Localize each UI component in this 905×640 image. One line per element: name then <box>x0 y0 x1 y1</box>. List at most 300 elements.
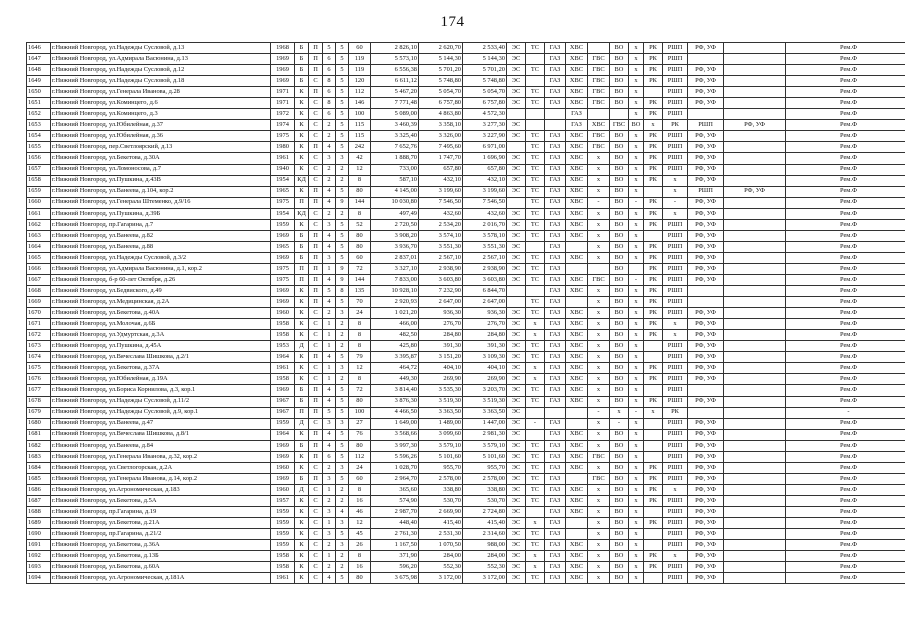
table-cell: Б <box>295 65 309 76</box>
table-cell: х <box>629 76 644 87</box>
table-cell: ГВС <box>610 120 629 131</box>
table-cell: 284,80 <box>419 330 463 341</box>
table-cell: 4 <box>323 352 336 363</box>
table-cell: ХВС <box>566 385 588 396</box>
table-cell: х <box>588 286 610 297</box>
table-row <box>27 562 905 573</box>
table-cell: ГАЗ <box>545 274 566 285</box>
table-cell: 2 <box>336 330 349 341</box>
table-cell <box>644 352 663 363</box>
table-cell: П <box>295 274 309 285</box>
table-cell: РШП <box>663 540 688 551</box>
table-cell: 45 <box>349 529 371 540</box>
table-cell: ЭС <box>507 319 526 330</box>
table-cell: х <box>588 352 610 363</box>
table-cell: 26 <box>349 540 371 551</box>
table-cell <box>526 241 545 252</box>
table-cell: РФ, УФ <box>688 451 724 462</box>
table-cell: Рем.Ф <box>786 363 905 374</box>
table-cell: П <box>309 252 323 263</box>
table-cell: х <box>629 286 644 297</box>
table-cell: ЭС <box>507 551 526 562</box>
table-cell <box>644 506 663 517</box>
table-cell: С <box>309 175 323 186</box>
table-cell <box>724 319 786 330</box>
table-cell: РК <box>644 518 663 529</box>
table-cell: РШП <box>663 341 688 352</box>
table-cell <box>644 429 663 440</box>
table-cell: г.Нижний Новгород, ул.Генерала Иванова, д.32, кор.2 <box>51 451 271 462</box>
table-cell: г.Нижний Новгород, ул.Вячеслава Шишкова, д.2/1 <box>51 352 271 363</box>
table-cell <box>724 418 786 429</box>
table-cell: 1680 <box>27 418 51 429</box>
table-cell <box>507 286 526 297</box>
table-cell <box>526 54 545 65</box>
table-cell: ВО <box>610 219 629 230</box>
table-cell: 5 <box>336 451 349 462</box>
table-cell: 1967 <box>271 407 295 418</box>
table-cell: х <box>588 153 610 164</box>
table-cell: ГАЗ <box>545 562 566 573</box>
table-cell: П <box>309 65 323 76</box>
table-cell: 1967 <box>271 396 295 407</box>
table-cell: ХВС <box>566 230 588 241</box>
table-cell: ТС <box>526 87 545 98</box>
table-cell: 988,00 <box>463 540 507 551</box>
table-cell: ГВС <box>588 131 610 142</box>
table-cell: ВО <box>610 429 629 440</box>
table-cell: х <box>526 374 545 385</box>
table-cell: 119 <box>349 65 371 76</box>
table-cell: 1690 <box>27 529 51 540</box>
table-cell: 1688 <box>27 506 51 517</box>
table-cell: ВО <box>610 330 629 341</box>
table-cell: ЭС <box>507 418 526 429</box>
table-row <box>27 263 905 274</box>
table-cell: 1969 <box>271 65 295 76</box>
table-cell: 5 <box>336 352 349 363</box>
table-cell: 936,30 <box>419 308 463 319</box>
table-cell: 2 <box>336 551 349 562</box>
table-cell: 5 <box>336 219 349 230</box>
table-cell: х <box>663 551 688 562</box>
table-cell: Б <box>295 241 309 252</box>
table-cell: 1672 <box>27 330 51 341</box>
table-cell: 432,10 <box>463 175 507 186</box>
table-cell <box>724 451 786 462</box>
table-cell: г.Нижний Новгород, ул.Вячеслава Шишкова, д.8/1 <box>51 429 271 440</box>
table-cell: ТС <box>526 484 545 495</box>
table-cell: РШП <box>663 241 688 252</box>
table-cell: г.Нижний Новгород, ул.Ванеева, д.104, кор.2 <box>51 186 271 197</box>
table-cell: 1 <box>323 374 336 385</box>
table-cell: 466,00 <box>371 319 419 330</box>
table-cell: г.Нижний Новгород, ул.Генерала Иванова, д.28 <box>51 87 271 98</box>
table-cell: 79 <box>349 352 371 363</box>
table-cell: 3 227,90 <box>463 131 507 142</box>
table-cell: 1650 <box>27 87 51 98</box>
table-cell: ХВС <box>566 252 588 263</box>
table-cell: К <box>295 451 309 462</box>
table-cell: х <box>588 230 610 241</box>
table-cell: Б <box>295 43 309 54</box>
table-cell: - <box>786 407 905 418</box>
table-cell <box>724 76 786 87</box>
table-cell: 1692 <box>27 551 51 562</box>
table-cell: 5 <box>336 440 349 451</box>
table-cell: 5 054,70 <box>419 87 463 98</box>
table-cell: 955,70 <box>419 462 463 473</box>
table-cell <box>724 164 786 175</box>
table-cell: 1958 <box>271 562 295 573</box>
table-cell: ХВС <box>566 495 588 506</box>
table-cell <box>644 451 663 462</box>
table-cell: ГВС <box>588 142 610 153</box>
table-cell: 72 <box>349 263 371 274</box>
table-cell: Д <box>295 418 309 429</box>
table-cell <box>526 120 545 131</box>
table-cell: Рем.Ф <box>786 54 905 65</box>
table-cell: ГВС <box>588 87 610 98</box>
table-cell: ГАЗ <box>545 518 566 529</box>
table-cell: 10 928,10 <box>371 286 419 297</box>
table-cell: х <box>588 462 610 473</box>
table-cell: РШП <box>663 252 688 263</box>
table-cell: С <box>309 308 323 319</box>
table-cell <box>526 109 545 120</box>
table-cell: Д <box>295 341 309 352</box>
table-row <box>27 396 905 407</box>
table-cell: х <box>629 164 644 175</box>
table-cell: П <box>309 87 323 98</box>
table-cell: г.Нижний Новгород, пр.Гагарина, д.19 <box>51 506 271 517</box>
table-cell: ХВС <box>566 363 588 374</box>
table-cell: 1971 <box>271 98 295 109</box>
table-cell: РШП <box>663 98 688 109</box>
table-cell: ТС <box>526 396 545 407</box>
table-cell: 2 531,30 <box>419 529 463 540</box>
table-cell: К <box>295 308 309 319</box>
table-cell: 100 <box>349 109 371 120</box>
table-cell: К <box>295 363 309 374</box>
table-cell: х <box>588 418 610 429</box>
table-cell: 7 546,50 <box>463 197 507 208</box>
table-cell: ГАЗ <box>545 65 566 76</box>
table-cell: 3 172,00 <box>463 573 507 584</box>
table-cell: ЭС <box>507 451 526 462</box>
table-cell: К <box>295 551 309 562</box>
table-cell: 9 <box>336 274 349 285</box>
table-row <box>27 451 905 462</box>
table-row <box>27 473 905 484</box>
table-cell: х <box>588 308 610 319</box>
table-cell: х <box>526 363 545 374</box>
table-cell: 60 <box>349 473 371 484</box>
table-cell: К <box>295 98 309 109</box>
table-cell: С <box>309 219 323 230</box>
table-cell: х <box>629 462 644 473</box>
table-cell: ХВС <box>566 197 588 208</box>
table-cell: РФ, УФ <box>688 164 724 175</box>
table-cell: - <box>629 407 644 418</box>
table-cell: 2 826,10 <box>371 43 419 54</box>
table-cell: 2 987,70 <box>371 506 419 517</box>
table-cell: 425,80 <box>371 341 419 352</box>
table-cell: Рем.Ф <box>786 109 905 120</box>
table-cell: ТС <box>526 385 545 396</box>
table-cell: Рем.Ф <box>786 418 905 429</box>
table-cell: РК <box>644 308 663 319</box>
table-cell <box>526 506 545 517</box>
table-cell: ГАЗ <box>545 186 566 197</box>
table-cell: 2 647,00 <box>419 297 463 308</box>
table-cell: х <box>644 407 663 418</box>
table-cell: ТС <box>526 186 545 197</box>
table-cell: РК <box>644 330 663 341</box>
table-cell: С <box>309 330 323 341</box>
table-cell: г.Нижний Новгород, ул.Адмирала Васюнина, д.1, кор.2 <box>51 263 271 274</box>
table-cell <box>724 506 786 517</box>
table-row <box>27 440 905 451</box>
table-cell: 60 <box>349 252 371 263</box>
table-cell: х <box>588 518 610 529</box>
table-cell <box>724 363 786 374</box>
table-cell: Рем.Ф <box>786 330 905 341</box>
table-cell: ГАЗ <box>545 208 566 219</box>
table-cell: 530,70 <box>419 495 463 506</box>
table-cell: ГАЗ <box>545 164 566 175</box>
table-cell: ВО <box>610 506 629 517</box>
table-cell: ГАЗ <box>545 429 566 440</box>
table-cell: ЭС <box>507 352 526 363</box>
table-cell: 4 572,30 <box>463 109 507 120</box>
table-cell: ЭС <box>507 495 526 506</box>
table-cell: ЭС <box>507 274 526 285</box>
table-cell: 276,70 <box>419 319 463 330</box>
table-cell: С <box>309 374 323 385</box>
table-cell: С <box>309 484 323 495</box>
table-cell: 3 603,80 <box>419 274 463 285</box>
table-cell: РК <box>644 495 663 506</box>
table-cell: К <box>295 142 309 153</box>
table-cell: 5 <box>336 98 349 109</box>
table-cell <box>566 241 588 252</box>
table-cell <box>724 540 786 551</box>
table-cell: г.Нижний Новгород, ул.Надежды Сусловой, д.13 <box>51 43 271 54</box>
table-cell: П <box>309 286 323 297</box>
table-cell: ЭС <box>507 219 526 230</box>
table-cell: 1666 <box>27 263 51 274</box>
table-cell: ГАЗ <box>545 506 566 517</box>
table-cell: г.Нижний Новгород, ул.Генерала Штеменко, д.9/16 <box>51 197 271 208</box>
table-cell: П <box>309 197 323 208</box>
table-cell: Рем.Ф <box>786 43 905 54</box>
table-cell <box>588 263 610 274</box>
table-cell: РК <box>644 197 663 208</box>
table-cell: 3 277,30 <box>463 120 507 131</box>
table-cell: ЭС <box>507 429 526 440</box>
table-cell: х <box>629 352 644 363</box>
table-cell: 391,30 <box>463 341 507 352</box>
table-cell: 449,30 <box>371 374 419 385</box>
table-cell: 5 <box>336 429 349 440</box>
table-cell: П <box>309 274 323 285</box>
table-row <box>27 175 905 186</box>
table-cell: Б <box>295 385 309 396</box>
table-cell: П <box>309 142 323 153</box>
table-cell: ЭС <box>507 241 526 252</box>
table-cell <box>545 120 566 131</box>
table-cell: 2 578,00 <box>419 473 463 484</box>
table-cell <box>724 175 786 186</box>
table-cell: х <box>588 330 610 341</box>
table-cell: 552,30 <box>419 562 463 573</box>
table-cell: РК <box>644 219 663 230</box>
table-cell: х <box>629 241 644 252</box>
table-cell: - <box>663 197 688 208</box>
table-cell: 3 327,10 <box>371 263 419 274</box>
table-cell <box>724 341 786 352</box>
table-cell <box>724 208 786 219</box>
table-cell: ЭС <box>507 341 526 352</box>
table-cell: 5 054,70 <box>463 87 507 98</box>
table-cell: ЭС <box>507 396 526 407</box>
table-cell: 3 460,39 <box>371 120 419 131</box>
table-row <box>27 131 905 142</box>
table-cell: ЭС <box>507 175 526 186</box>
table-cell: г.Нижний Новгород, пер.Светлоярский, д.13 <box>51 142 271 153</box>
table-row <box>27 120 905 131</box>
table-cell: 9 <box>336 197 349 208</box>
table-cell: х <box>629 341 644 352</box>
table-cell: РШП <box>663 54 688 65</box>
table-row <box>27 341 905 352</box>
table-cell: С <box>309 319 323 330</box>
table-cell: 1960 <box>271 484 295 495</box>
table-row <box>27 352 905 363</box>
table-cell: ГАЗ <box>545 230 566 241</box>
table-cell: П <box>295 263 309 274</box>
table-cell: РК <box>644 98 663 109</box>
table-cell: 1651 <box>27 98 51 109</box>
table-cell: К <box>295 429 309 440</box>
table-cell: х <box>588 529 610 540</box>
table-cell: 115 <box>349 120 371 131</box>
table-cell: - <box>610 418 629 429</box>
table-cell: РФ, УФ <box>688 551 724 562</box>
table-cell: РШП <box>663 263 688 274</box>
table-cell: 1682 <box>27 440 51 451</box>
table-cell <box>526 429 545 440</box>
table-cell: х <box>629 518 644 529</box>
table-cell: х <box>588 219 610 230</box>
table-row <box>27 330 905 341</box>
table-cell: РК <box>644 297 663 308</box>
table-cell: х <box>629 506 644 517</box>
table-cell: РК <box>644 274 663 285</box>
table-cell: 80 <box>349 396 371 407</box>
table-cell: 4 <box>323 573 336 584</box>
table-cell: Рем.Ф <box>786 462 905 473</box>
table-cell: ХВС <box>566 175 588 186</box>
table-cell: ЭС <box>507 98 526 109</box>
table-cell: г.Нижний Новгород, ул.Бекетова, д.37А <box>51 363 271 374</box>
table-cell: ТС <box>526 208 545 219</box>
table-cell: 8 <box>349 319 371 330</box>
table-cell: 1655 <box>27 142 51 153</box>
table-cell <box>526 76 545 87</box>
table-cell: г.Нижний Новгород, ул.Бекетова, д.30А <box>51 153 271 164</box>
table-cell: Рем.Ф <box>786 352 905 363</box>
table-cell: 4 <box>323 230 336 241</box>
table-cell: х <box>526 562 545 573</box>
table-cell: г.Нижний Новгород, пр.Гагарина, д.7 <box>51 219 271 230</box>
table-cell: 3 099,60 <box>419 429 463 440</box>
table-cell: 3 578,10 <box>463 230 507 241</box>
table-cell: РФ, УФ <box>688 65 724 76</box>
table-cell: х <box>588 252 610 263</box>
table-cell: 1675 <box>27 363 51 374</box>
table-cell: ЭС <box>507 330 526 341</box>
table-cell: 3 325,40 <box>371 131 419 142</box>
table-cell: Рем.Ф <box>786 197 905 208</box>
table-cell: г.Нижний Новгород, ул.Ванеева, д.82 <box>51 230 271 241</box>
table-cell: ВО <box>610 319 629 330</box>
table-row <box>27 484 905 495</box>
table-cell: 2 016,70 <box>463 219 507 230</box>
table-cell: 242 <box>349 142 371 153</box>
table-cell: 80 <box>349 440 371 451</box>
table-cell: х <box>588 175 610 186</box>
table-cell: 2 <box>323 164 336 175</box>
table-cell: 3 <box>336 308 349 319</box>
table-cell <box>724 495 786 506</box>
table-cell: 115 <box>349 131 371 142</box>
table-cell: ГАЗ <box>545 54 566 65</box>
table-cell: К <box>295 186 309 197</box>
table-cell: ЭС <box>507 43 526 54</box>
table-cell: х <box>588 341 610 352</box>
table-cell: ХВС <box>566 319 588 330</box>
table-cell: 80 <box>349 230 371 241</box>
table-cell: РФ, УФ <box>688 43 724 54</box>
table-cell: ЭС <box>507 506 526 517</box>
table-cell: 5 701,20 <box>463 65 507 76</box>
table-cell: 8 <box>349 175 371 186</box>
table-cell: х <box>629 529 644 540</box>
table-cell: К <box>295 518 309 529</box>
table-cell: 1969 <box>271 230 295 241</box>
table-row <box>27 429 905 440</box>
table-cell: С <box>309 208 323 219</box>
table-cell: ТС <box>526 352 545 363</box>
table-cell: ЭС <box>507 540 526 551</box>
table-cell: х <box>629 43 644 54</box>
table-cell <box>724 440 786 451</box>
table-cell: РФ, УФ <box>688 506 724 517</box>
table-cell: РШП <box>663 109 688 120</box>
table-cell: 4 <box>323 197 336 208</box>
table-cell: ЭС <box>507 76 526 87</box>
table-cell: 2 <box>336 374 349 385</box>
table-cell: - <box>588 407 610 418</box>
table-cell: 5 <box>336 297 349 308</box>
table-cell: 3 <box>336 540 349 551</box>
table-cell: РШП <box>663 131 688 142</box>
table-cell: г.Нижний Новгород, ул.Агрономическая, д.181А <box>51 573 271 584</box>
table-cell: 1 <box>323 319 336 330</box>
table-cell: 2 <box>336 341 349 352</box>
